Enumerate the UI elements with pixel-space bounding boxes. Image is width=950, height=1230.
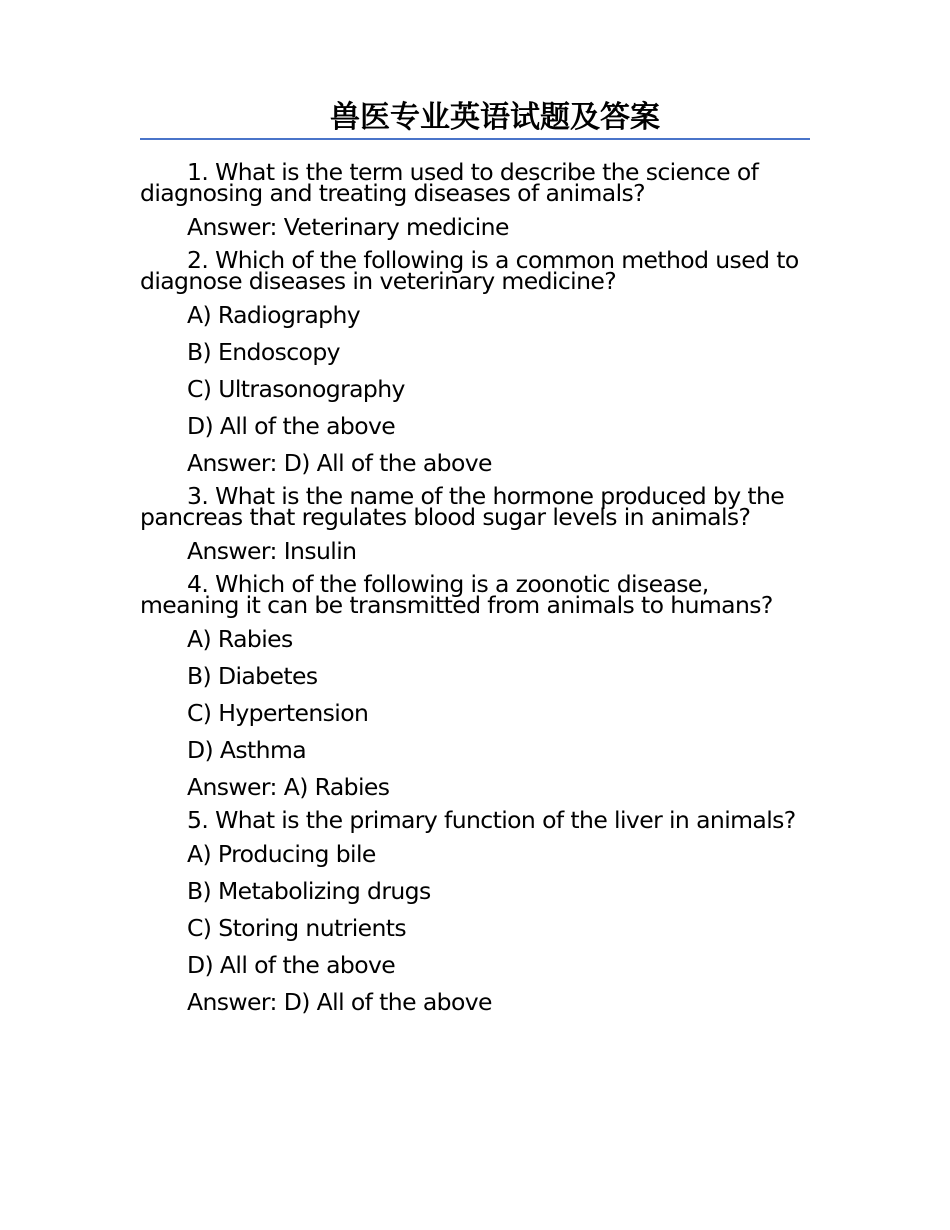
question-2-answer: Answer: D) All of the above xyxy=(187,449,492,477)
question-4-option-d: D) Asthma xyxy=(187,736,307,764)
question-4-option-b: B) Diabetes xyxy=(187,662,318,690)
question-2-text: 2. Which of the following is a common method used to diagnose diseases in veterinary medicine? xyxy=(140,246,799,295)
question-5-answer: Answer: D) All of the above xyxy=(187,988,492,1016)
question-4-answer: Answer: A) Rabies xyxy=(187,773,390,801)
document-page xyxy=(140,100,810,1021)
question-2-option-a: A) Radiography xyxy=(187,301,361,329)
question-5-option-c: C) Storing nutrients xyxy=(187,914,407,942)
question-4-text: 4. Which of the following is a zoonotic disease, meaning it can be transmitted from animals to humans? xyxy=(140,570,773,619)
question-3-text: 3. What is the name of the hormone produced by the pancreas that regulates blood sugar levels in animals? xyxy=(140,482,785,531)
question-5-option-a: A) Producing bile xyxy=(187,840,376,868)
question-4-option-a: A) Rabies xyxy=(187,625,293,653)
question-list xyxy=(140,158,810,1021)
question-5-option-d: D) All of the above xyxy=(187,951,396,979)
question-2-option-c: C) Ultrasonography xyxy=(187,375,405,403)
question-5-option-b: B) Metabolizing drugs xyxy=(187,877,431,905)
question-3-answer: Answer: Insulin xyxy=(187,537,357,565)
question-1-answer: Answer: Veterinary medicine xyxy=(187,213,509,241)
page-title: 兽医专业英语试题及答案 xyxy=(140,100,810,140)
question-2-option-d: D) All of the above xyxy=(187,412,396,440)
question-1-text: 1. What is the term used to describe the science of diagnosing and treating diseases of animals? xyxy=(140,158,759,207)
question-5-text: 5. What is the primary function of the liver in animals? xyxy=(187,806,796,834)
question-2-option-b: B) Endoscopy xyxy=(187,338,340,366)
question-4-option-c: C) Hypertension xyxy=(187,699,369,727)
